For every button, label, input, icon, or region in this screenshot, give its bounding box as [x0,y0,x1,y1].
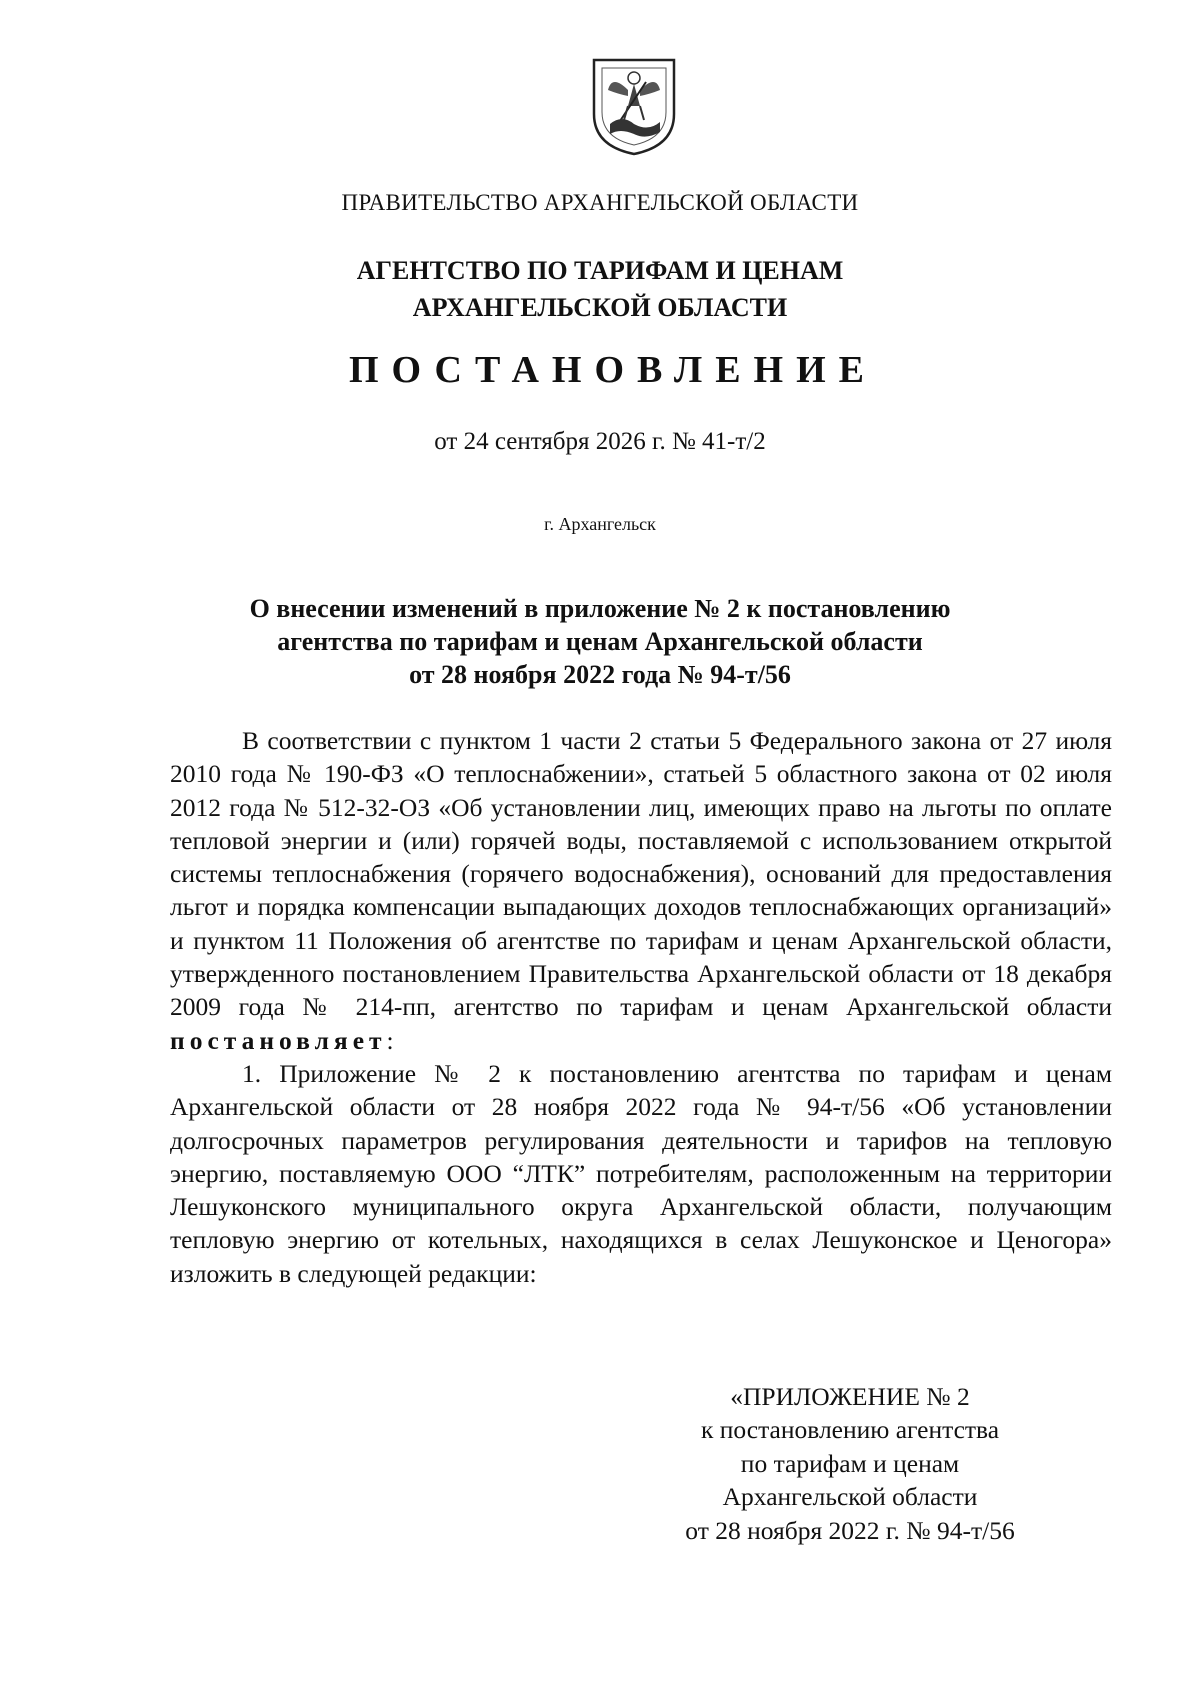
document-city: г. Архангельск [544,514,656,534]
annex-line: Архангельской области [722,1482,978,1512]
document-body [170,724,1112,1290]
subject-line: О внесении изменений в приложение № 2 к постановлению [249,594,951,623]
decree-keyword: постановляет [170,1025,387,1055]
item-1-paragraph: 1. Приложение № 2 к постановлению агентства по тарифам и ценам Архангельской области от 28 ноября 2022 года № 94-т/56 «Об установлении долгосрочных параметров регулирования деятельности и тарифов на тепловую энергию, поставляемую ООО “ЛТК” потребителям, расположенным на территории Лешуконского муниципального округа Архангельской области, получающим тепловую энергию от котельных, находящихся в селах Лешуконское и Ценогора» изложить в следующей редакции: [170,1058,1112,1288]
annex-line: по тарифам и ценам [740,1448,960,1478]
agency-title [0,252,1200,326]
document-date-number: от 24 сентября 2026 г. № 41-т/2 [434,428,766,455]
agency-title-line: АГЕНТСТВО ПО ТАРИФАМ И ЦЕНАМ [356,256,844,285]
preamble-end: : [386,1025,394,1055]
annex-line: от 28 ноября 2022 г. № 94-т/56 [685,1515,1015,1545]
agency-title-line: АРХАНГЕЛЬСКОЙ ОБЛАСТИ [412,293,788,322]
document-type: ПОСТАНОВЛЕНИЕ [348,349,878,391]
preamble-paragraph [170,724,1112,1057]
subject-line: агентства по тарифам и ценам Архангельской области [277,627,923,656]
preamble-text: В соответствии с пунктом 1 части 2 статьи 5 Федерального закона от 27 июля 2010 года № 190-ФЗ «О теплоснабжении», статьей 5 областного закона от 02 июля 2012 года № 512-32-ОЗ «Об установлении лиц, имеющих право на льготы по оплате тепловой энергии и (или) горячей воды, поставляемой с использованием открытой системы теплоснабжения (горячего водоснабжения), оснований для предоставления льгот и порядка компенсации выпадающих доходов теплоснабжающих организаций» и пунктом 11 Положения об агентстве по тарифам и ценам Архангельской области, утвержденного постановлением Правительства Архангельской области от 18 декабря 2009 года № 214-пп, агентство по тарифам и ценам Архангельской области [170,726,1112,1022]
annex-line: к постановлению агентства [700,1415,1000,1445]
document-subject [0,592,1200,691]
subject-line: от 28 ноября 2022 года № 94-т/56 [409,660,791,689]
coat-of-arms-icon [588,54,680,158]
annex-header [640,1380,1060,1547]
annex-line: «ПРИЛОЖЕНИЕ № 2 [730,1382,970,1411]
government-title: ПРАВИТЕЛЬСТВО АРХАНГЕЛЬСКОЙ ОБЛАСТИ [341,190,859,215]
